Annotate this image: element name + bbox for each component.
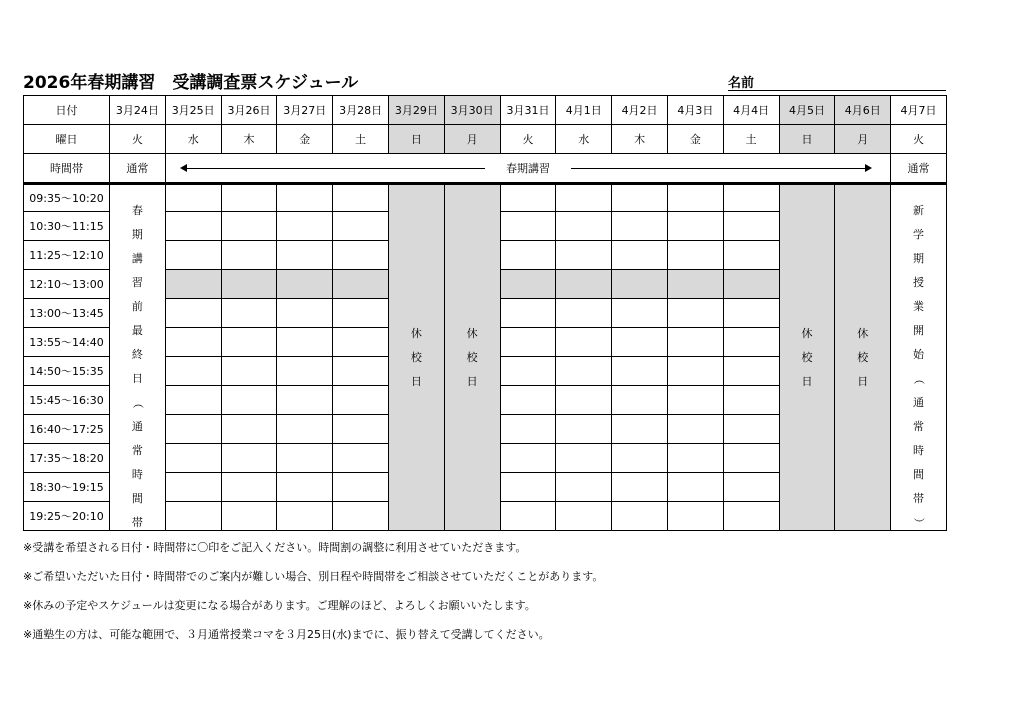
schedule-cell[interactable] bbox=[166, 299, 222, 328]
schedule-cell[interactable] bbox=[333, 328, 389, 357]
note-4: ※通塾生の方は、可能な範囲で、３月通常授業コマを３月25日(水)までに、振り替えて受講してください。 bbox=[23, 628, 550, 641]
schedule-cell[interactable] bbox=[501, 299, 557, 328]
weekday-header: 土 bbox=[724, 125, 780, 154]
time-slot-label: 09:35〜10:20 bbox=[24, 183, 110, 212]
schedule-cell[interactable] bbox=[556, 415, 612, 444]
schedule-cell[interactable] bbox=[612, 299, 668, 328]
weekday-header: 火 bbox=[110, 125, 166, 154]
schedule-cell[interactable] bbox=[333, 357, 389, 386]
schedule-cell[interactable] bbox=[222, 444, 278, 473]
schedule-cell[interactable] bbox=[612, 357, 668, 386]
schedule-cell[interactable] bbox=[612, 328, 668, 357]
schedule-cell[interactable] bbox=[333, 212, 389, 241]
row-label-period: 時間帯 bbox=[24, 154, 110, 183]
schedule-cell[interactable] bbox=[277, 386, 333, 415]
schedule-cell[interactable] bbox=[612, 502, 668, 531]
schedule-cell[interactable] bbox=[668, 357, 724, 386]
schedule-cell bbox=[277, 270, 333, 299]
schedule-cell[interactable] bbox=[222, 386, 278, 415]
schedule-cell[interactable] bbox=[277, 241, 333, 270]
schedule-cell[interactable] bbox=[277, 502, 333, 531]
schedule-cell[interactable] bbox=[222, 415, 278, 444]
name-field[interactable] bbox=[728, 72, 946, 91]
schedule-cell[interactable] bbox=[556, 357, 612, 386]
weekday-header: 金 bbox=[277, 125, 333, 154]
schedule-cell[interactable] bbox=[612, 212, 668, 241]
date-header: 3月27日 bbox=[277, 96, 333, 125]
schedule-cell[interactable] bbox=[501, 444, 557, 473]
date-header: 4月1日 bbox=[556, 96, 612, 125]
schedule-cell[interactable] bbox=[612, 444, 668, 473]
schedule-cell[interactable] bbox=[724, 357, 780, 386]
schedule-cell[interactable] bbox=[222, 299, 278, 328]
schedule-cell[interactable] bbox=[333, 502, 389, 531]
schedule-cell[interactable] bbox=[556, 502, 612, 531]
schedule-cell[interactable] bbox=[724, 183, 780, 212]
weekday-header: 水 bbox=[166, 125, 222, 154]
period-right: 通常 bbox=[891, 154, 947, 183]
weekday-header: 日 bbox=[389, 125, 445, 154]
schedule-cell[interactable] bbox=[724, 444, 780, 473]
schedule-cell[interactable] bbox=[668, 502, 724, 531]
schedule-cell[interactable] bbox=[166, 241, 222, 270]
schedule-cell[interactable] bbox=[166, 328, 222, 357]
closed-day-cell: 休 校 日 bbox=[445, 183, 501, 531]
pre-session-last-day-note: 春 期 講 習 前 最 終 日 （ 通 常 時 間 帯 bbox=[110, 183, 166, 531]
schedule-cell[interactable] bbox=[222, 183, 278, 212]
notes bbox=[23, 541, 603, 657]
date-header: 4月3日 bbox=[668, 96, 724, 125]
schedule-cell[interactable] bbox=[166, 212, 222, 241]
date-header: 3月30日 bbox=[445, 96, 501, 125]
period-span-label: 春期講習 bbox=[496, 160, 560, 176]
schedule-cell[interactable] bbox=[612, 415, 668, 444]
weekday-header: 月 bbox=[835, 125, 891, 154]
time-slot-label: 13:55〜14:40 bbox=[24, 328, 110, 357]
schedule-cell[interactable] bbox=[501, 328, 557, 357]
date-header: 4月5日 bbox=[780, 96, 836, 125]
schedule-cell[interactable] bbox=[501, 386, 557, 415]
note-2: ※ご希望いただいた日付・時間帯でのご案内が難しい場合、別日程や時間帯をご相談させていただくことがあります。 bbox=[23, 570, 604, 583]
schedule-cell[interactable] bbox=[166, 502, 222, 531]
schedule-cell bbox=[556, 270, 612, 299]
schedule-cell[interactable] bbox=[222, 241, 278, 270]
schedule-cell[interactable] bbox=[277, 444, 333, 473]
time-slot-label: 16:40〜17:25 bbox=[24, 415, 110, 444]
time-slot-label: 15:45〜16:30 bbox=[24, 386, 110, 415]
schedule-cell[interactable] bbox=[668, 241, 724, 270]
schedule-cell[interactable] bbox=[501, 473, 557, 502]
schedule-cell bbox=[166, 270, 222, 299]
schedule-cell[interactable] bbox=[501, 212, 557, 241]
schedule-cell[interactable] bbox=[333, 183, 389, 212]
schedule-cell[interactable] bbox=[724, 328, 780, 357]
schedule-cell[interactable] bbox=[556, 299, 612, 328]
schedule-cell[interactable] bbox=[612, 473, 668, 502]
schedule-cell[interactable] bbox=[222, 212, 278, 241]
schedule-cell[interactable] bbox=[668, 328, 724, 357]
schedule-cell[interactable] bbox=[612, 241, 668, 270]
schedule-cell[interactable] bbox=[668, 183, 724, 212]
date-header: 3月31日 bbox=[501, 96, 557, 125]
schedule-cell[interactable] bbox=[166, 386, 222, 415]
time-slot-label: 18:30〜19:15 bbox=[24, 473, 110, 502]
time-slot-label: 19:25〜20:10 bbox=[24, 502, 110, 531]
schedule-cell[interactable] bbox=[501, 502, 557, 531]
weekday-header: 金 bbox=[668, 125, 724, 154]
arrow-right-icon bbox=[865, 164, 872, 172]
schedule-cell[interactable] bbox=[668, 299, 724, 328]
schedule-cell[interactable] bbox=[556, 386, 612, 415]
schedule-cell[interactable] bbox=[501, 415, 557, 444]
date-header: 4月6日 bbox=[835, 96, 891, 125]
schedule-cell bbox=[668, 270, 724, 299]
weekday-header: 水 bbox=[556, 125, 612, 154]
schedule-cell[interactable] bbox=[277, 299, 333, 328]
schedule-cell[interactable] bbox=[166, 183, 222, 212]
new-term-start-note: 新 学 期 授 業 開 始 （ 通 常 時 間 帯 ） bbox=[891, 183, 947, 531]
note-3: ※休みの予定やスケジュールは変更になる場合があります。ご理解のほど、よろしくお願いいたします。 bbox=[23, 599, 536, 612]
schedule-cell[interactable] bbox=[556, 212, 612, 241]
schedule-cell[interactable] bbox=[333, 241, 389, 270]
date-header: 3月26日 bbox=[222, 96, 278, 125]
row-label-weekday: 曜日 bbox=[24, 125, 110, 154]
schedule-cell[interactable] bbox=[724, 473, 780, 502]
weekday-header: 木 bbox=[222, 125, 278, 154]
weekday-header: 火 bbox=[891, 125, 947, 154]
schedule-cell[interactable] bbox=[556, 473, 612, 502]
schedule-cell[interactable] bbox=[333, 444, 389, 473]
schedule-cell[interactable] bbox=[612, 386, 668, 415]
schedule-cell[interactable] bbox=[277, 357, 333, 386]
schedule-cell[interactable] bbox=[222, 502, 278, 531]
weekday-header: 土 bbox=[333, 125, 389, 154]
schedule-cell[interactable] bbox=[166, 415, 222, 444]
schedule-table bbox=[23, 95, 947, 531]
closed-day-cell: 休 校 日 bbox=[780, 183, 836, 531]
schedule-cell bbox=[724, 270, 780, 299]
schedule-cell[interactable] bbox=[556, 328, 612, 357]
time-slot-label: 14:50〜15:35 bbox=[24, 357, 110, 386]
arrow-left-icon bbox=[180, 164, 187, 172]
schedule-cell[interactable] bbox=[668, 444, 724, 473]
time-slot-label: 12:10〜13:00 bbox=[24, 270, 110, 299]
schedule-cell[interactable] bbox=[668, 415, 724, 444]
schedule-cell[interactable] bbox=[556, 444, 612, 473]
period-span-arrow bbox=[166, 154, 891, 183]
schedule-cell[interactable] bbox=[724, 502, 780, 531]
note-1: ※受講を希望される日付・時間帯に〇印をご記入ください。時間割の調整に利用させていただきます。 bbox=[23, 541, 527, 554]
schedule-cell[interactable] bbox=[333, 415, 389, 444]
date-header: 3月28日 bbox=[333, 96, 389, 125]
schedule-cell[interactable] bbox=[501, 183, 557, 212]
schedule-cell[interactable] bbox=[277, 212, 333, 241]
schedule-cell[interactable] bbox=[333, 386, 389, 415]
schedule-cell[interactable] bbox=[277, 415, 333, 444]
weekday-header: 木 bbox=[612, 125, 668, 154]
closed-day-cell: 休 校 日 bbox=[835, 183, 891, 531]
schedule-cell[interactable] bbox=[556, 183, 612, 212]
schedule-cell[interactable] bbox=[222, 357, 278, 386]
weekday-header: 日 bbox=[780, 125, 836, 154]
schedule-cell[interactable] bbox=[501, 357, 557, 386]
weekday-header: 火 bbox=[501, 125, 557, 154]
schedule-cell[interactable] bbox=[556, 241, 612, 270]
date-header: 4月4日 bbox=[724, 96, 780, 125]
schedule-cell[interactable] bbox=[222, 473, 278, 502]
schedule-cell[interactable] bbox=[612, 183, 668, 212]
closed-day-cell: 休 校 日 bbox=[389, 183, 445, 531]
schedule-cell[interactable] bbox=[668, 212, 724, 241]
schedule-cell[interactable] bbox=[724, 241, 780, 270]
schedule-cell bbox=[612, 270, 668, 299]
schedule-cell[interactable] bbox=[166, 357, 222, 386]
schedule-cell[interactable] bbox=[222, 328, 278, 357]
schedule-cell[interactable] bbox=[333, 299, 389, 328]
schedule-cell bbox=[222, 270, 278, 299]
schedule-cell[interactable] bbox=[277, 183, 333, 212]
time-slot-label: 11:25〜12:10 bbox=[24, 241, 110, 270]
schedule-cell[interactable] bbox=[724, 299, 780, 328]
date-header: 3月25日 bbox=[166, 96, 222, 125]
schedule-cell bbox=[333, 270, 389, 299]
date-header: 4月7日 bbox=[891, 96, 947, 125]
schedule-cell[interactable] bbox=[277, 328, 333, 357]
time-slot-label: 10:30〜11:15 bbox=[24, 212, 110, 241]
date-header: 3月29日 bbox=[389, 96, 445, 125]
date-header: 4月2日 bbox=[612, 96, 668, 125]
schedule-cell bbox=[501, 270, 557, 299]
schedule-cell[interactable] bbox=[501, 241, 557, 270]
schedule-cell[interactable] bbox=[668, 386, 724, 415]
page-title: 2026年春期講習 受講調査票スケジュール bbox=[23, 73, 359, 93]
schedule-cell[interactable] bbox=[166, 473, 222, 502]
time-slot-label: 17:35〜18:20 bbox=[24, 444, 110, 473]
period-left: 通常 bbox=[110, 154, 166, 183]
weekday-header: 月 bbox=[445, 125, 501, 154]
date-header: 3月24日 bbox=[110, 96, 166, 125]
schedule-cell[interactable] bbox=[333, 473, 389, 502]
schedule-cell[interactable] bbox=[277, 473, 333, 502]
name-label: 名前 bbox=[728, 76, 755, 91]
row-label-date: 日付 bbox=[24, 96, 110, 125]
time-slot-label: 13:00〜13:45 bbox=[24, 299, 110, 328]
schedule-cell[interactable] bbox=[724, 386, 780, 415]
schedule-cell[interactable] bbox=[668, 473, 724, 502]
schedule-cell[interactable] bbox=[166, 444, 222, 473]
schedule-cell[interactable] bbox=[724, 415, 780, 444]
schedule-cell[interactable] bbox=[724, 212, 780, 241]
